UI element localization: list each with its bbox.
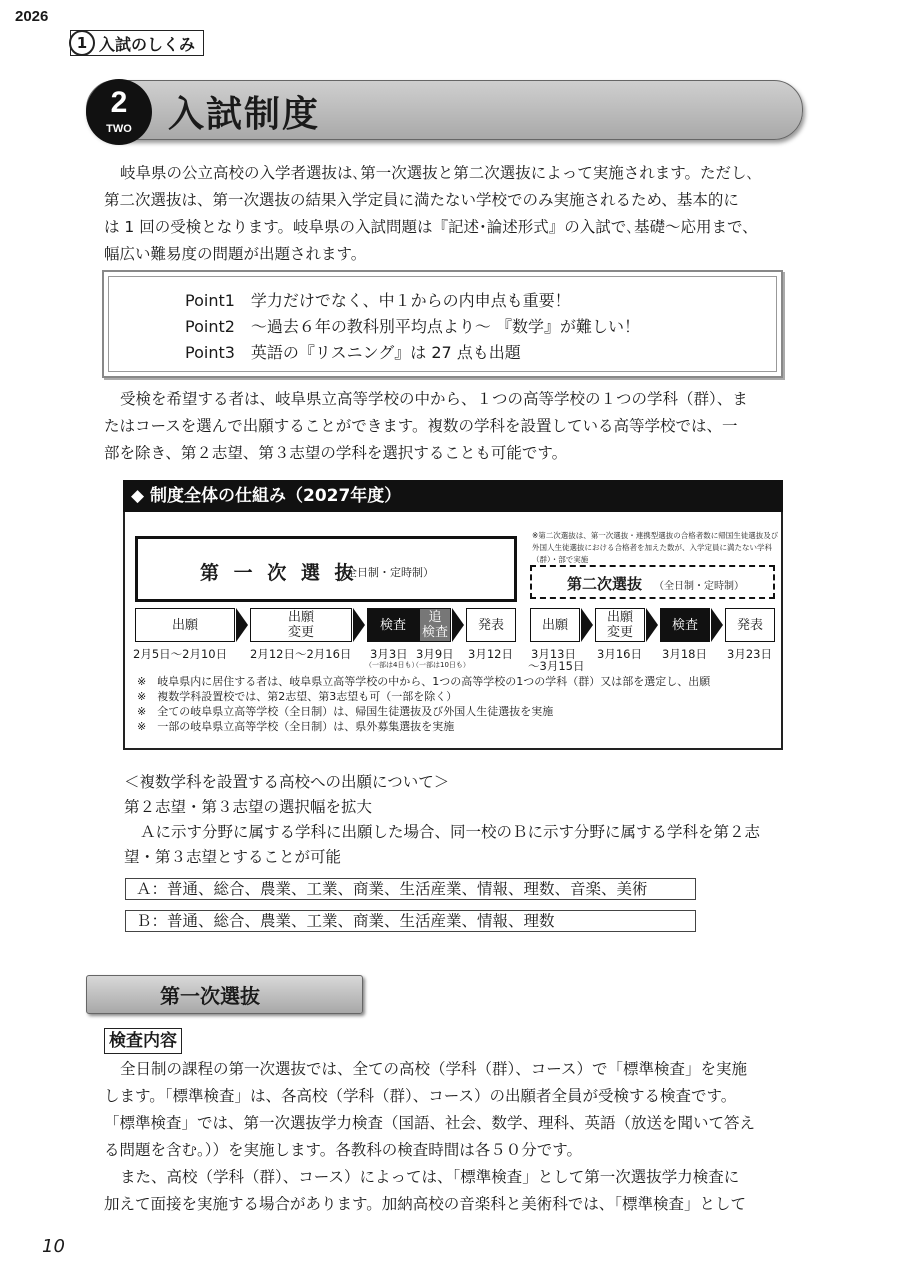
date2-announcement: 3月23日 (727, 647, 772, 661)
intro-line: 第二次選抜は、第一次選抜の結果入学定員に満たない学校でのみ実施されるため、基本的に (104, 191, 739, 209)
paragraph-line: 加えて面接を実施する場合があります。加納高校の音楽科と美術科では、「標準検査」として (104, 1195, 747, 1213)
step2-announcement: 発表 (725, 608, 775, 642)
second-selection-note: ※第二次選抜は、第一次選抜・連携型選抜の合格者数に帰国生徒選抜及び外国人生徒選抜における合格者を加えた数が、入学定員に満たない学科（群）・部で実施 (532, 531, 779, 564)
paragraph-line: 部を除き、第２志望、第３志望の学科を選択することも可能です。 (104, 444, 568, 462)
date-exam-note: （一部は4日も） (365, 661, 419, 669)
second-selection-title: 第二次選抜 (567, 575, 643, 593)
note-line: ※ 全ての岐阜県立高等学校（全日制）は、帰国生徒選抜及び外国人生徒選抜を実施 (137, 705, 554, 718)
intro-line: 幅広い難易度の問題が出題されます。 (104, 245, 367, 263)
step-announcement: 発表 (466, 608, 516, 642)
point-2: Point2 ～過去６年の教科別平均点より～ 『数学』が難しい！ (185, 317, 640, 336)
arrow-icon (646, 608, 658, 642)
section-tab-title: 第一次選抜 (160, 984, 260, 1008)
note-line: ※ 岐阜県内に居住する者は、岐阜県立高等学校の中から、1つの高等学校の1つの学科（群）又は部を選定し、出願 (137, 675, 711, 688)
intro-line: は 1 回の受検となります。岐阜県の入試問題は『記述･論述形式』の入試で､基礎～応用まで、 (104, 218, 758, 236)
paragraph-line: します。「標準検査」は、各高校（学科（群）、コース）の出願者全員が受検する検査です。 (104, 1087, 737, 1105)
paragraph-line: たはコースを選んで出願することができます。複数の学科を設置している高等学校では、一 (104, 417, 738, 435)
exam-content-label: 検査内容 (104, 1028, 182, 1054)
date2-exam: 3月18日 (662, 647, 707, 661)
step-application-change: 出願 変更 (250, 608, 352, 642)
section-title: 入試のしくみ (99, 34, 196, 54)
note-line: ※ 一部の岐阜県立高等学校（全日制）は、県外募集選抜を実施 (137, 720, 455, 733)
multi-heading: ＜複数学科を設置する高校への出願について＞ (124, 773, 450, 791)
step2-exam: 検査 (660, 608, 710, 642)
chapter-title: 入試制度 (168, 94, 321, 135)
paragraph-line: また、高校（学科（群）、コース）によっては、「標準検査」として第一次選抜学力検査に (120, 1168, 740, 1186)
date-application: 2月5日～2月10日 (133, 647, 228, 661)
arrow-icon (711, 608, 723, 642)
arrow-icon (353, 608, 365, 642)
note-line: ※ 複数学科設置校では、第2志望、第3志望も可（一部を除く） (137, 690, 458, 703)
section-number: 1 (69, 30, 95, 56)
paragraph-line: 受検を希望する者は、岐阜県立高等学校の中から、１つの高等学校の１つの学科（群）、ま (120, 390, 748, 408)
schedule-heading: ◆ 制度全体の仕組み（2027年度） (123, 480, 783, 512)
exam-content-paragraph (104, 1056, 804, 1218)
paragraph-line: る問題を含む。））を実施します。各教科の検査時間は各５０分です。 (104, 1141, 583, 1159)
point-1: Point1 学力だけでなく、中１からの内申点も重要！ (185, 291, 571, 310)
application-paragraph (104, 386, 804, 467)
arrow-icon (236, 608, 248, 642)
intro-line: 岐阜県の公立高校の入学者選抜は､第一次選抜と第二次選抜によって実施されます。ただし､ (120, 164, 755, 182)
step-makeup-exam: 追 検査 (419, 608, 451, 642)
chapter-number-word: TWO (106, 123, 132, 135)
chapter-number: 2 (110, 86, 128, 119)
intro-paragraph (104, 160, 804, 268)
category-b-box: Ｂ：普通、総合、農業、工業、商業、生活産業、情報、理数 (125, 910, 696, 932)
point-3: Point3 英語の『リスニング』は 27 点も出題 (185, 343, 521, 362)
first-selection-title: 第 一 次 選 抜 (200, 562, 358, 584)
date-application-change: 2月12日～2月16日 (250, 647, 352, 661)
multi-line: 第２志望・第３志望の選択幅を拡大 (124, 798, 373, 816)
second-selection-subtitle: （全日制・定時制） (654, 581, 744, 592)
date-makeup-exam: 3月9日 (416, 647, 454, 661)
date2-application-end: ～3月15日 (528, 659, 585, 673)
date-exam: 3月3日 (370, 647, 408, 661)
step2-application: 出願 (530, 608, 580, 642)
date2-application-change: 3月16日 (597, 647, 642, 661)
paragraph-line: 全日制の課程の第一次選抜では、全ての高校（学科（群）、コース）で「標準検査」を実施 (120, 1060, 747, 1078)
year-label: 2026 (15, 8, 49, 25)
section-heading (70, 30, 204, 56)
arrow-icon (452, 608, 464, 642)
first-selection-subtitle: （全日制・定時制） (335, 566, 434, 579)
step-exam: 検査 (367, 608, 419, 642)
paragraph-line: 「標準検査」では、第一次選抜学力検査（国語、社会、数学、理科、英語（放送を聞いて答え (104, 1114, 756, 1132)
chapter-number-badge (86, 79, 152, 145)
arrow-icon (581, 608, 593, 642)
date2-application: 3月13日 (531, 647, 576, 661)
step-application: 出願 (135, 608, 235, 642)
date-makeup-note: （一部は10日も） (412, 661, 470, 669)
step2-application-change: 出願 変更 (595, 608, 645, 642)
category-a-box: Ａ：普通、総合、農業、工業、商業、生活産業、情報、理数、音楽、美術 (125, 878, 696, 900)
page-number: 10 (42, 1236, 65, 1257)
schedule-notes (137, 674, 710, 734)
multi-line: Ａに示す分野に属する学科に出願した場合、同一校のＢに示す分野に属する学科を第２志 (140, 823, 761, 841)
date-announcement: 3月12日 (468, 647, 513, 661)
multi-line: 望・第３志望とすることが可能 (124, 848, 342, 866)
